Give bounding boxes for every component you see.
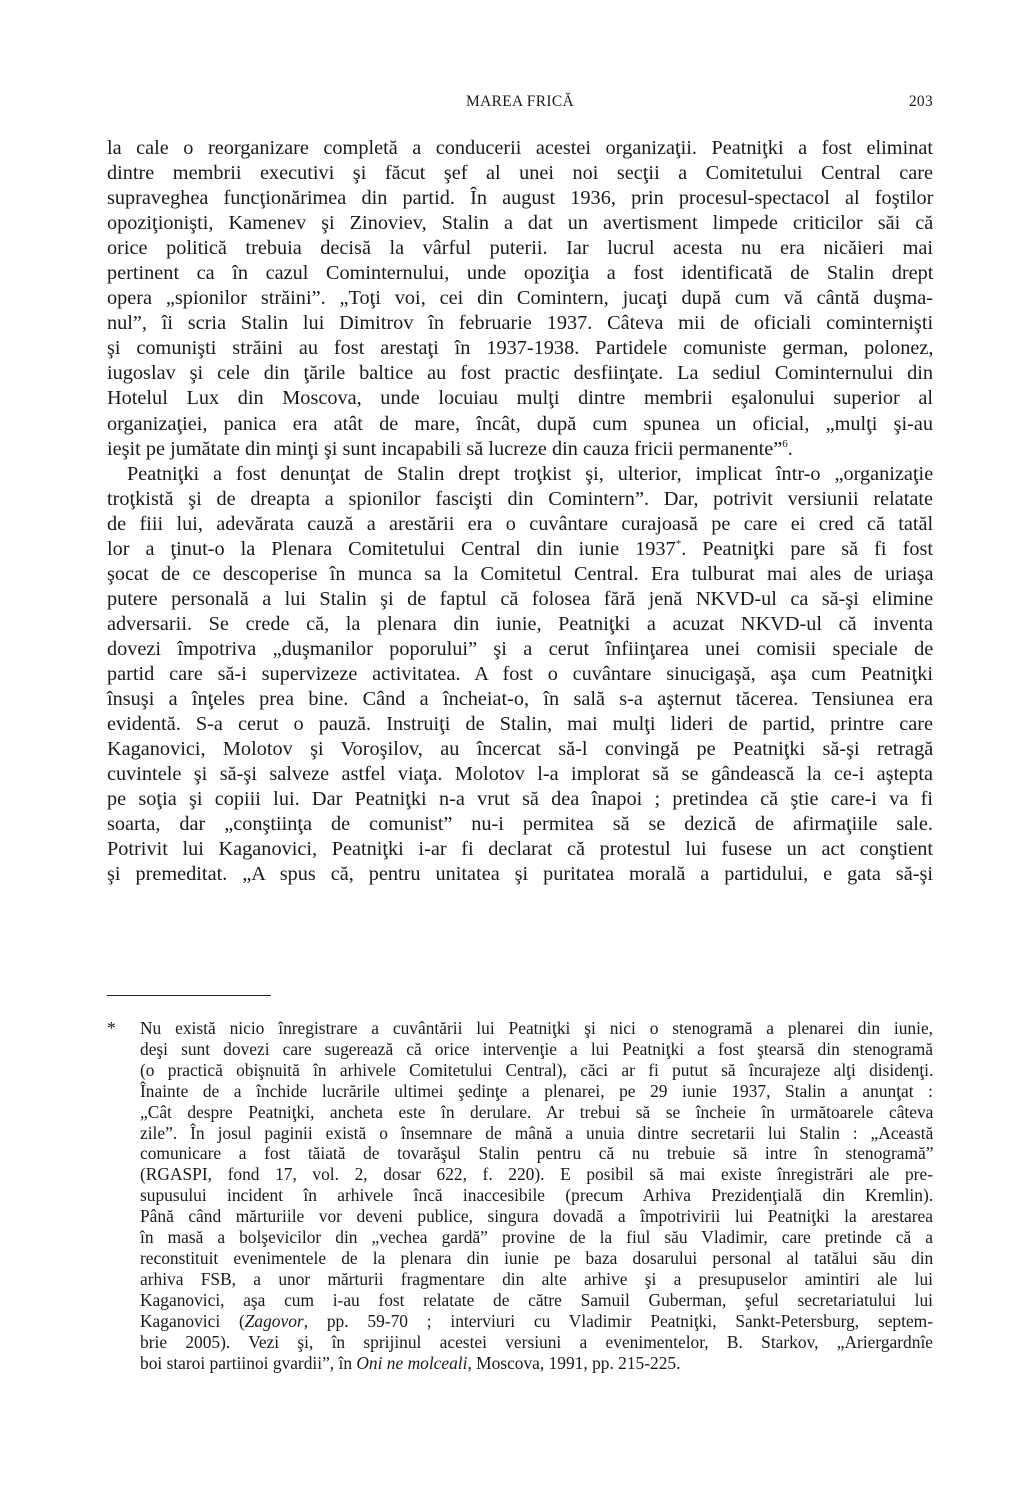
- footnote-line: (RGASPI, fond 17, vol. 2, dosar 622, f. 220). E posibil să mai existe înregistrări ale pre-: [140, 1164, 933, 1185]
- text-line: organizaţiei, panica era atât de mare, încât, după cum spunea un oficial, „mulţi şi-au: [107, 412, 933, 435]
- text-line: şi comunişti străini au fost arestaţi în 1937-1938. Partidele comuniste german, polonez,: [107, 337, 934, 360]
- text-line: de fiii lui, adevărata cauză a arestării era o cuvântare curajoasă pe care ei cred că tatăl: [107, 512, 934, 535]
- main-text: [107, 136, 933, 887]
- text-fragment: Kaganovici (: [140, 1310, 245, 1331]
- text-fragment: ieşit pe jumătate din minţi şi sunt incapabili să lucreze din cauza fricii permanente”: [107, 437, 783, 460]
- running-header: [107, 93, 933, 115]
- text-line: dintre membrii executivi şi făcut şef al unei noi secţii a Comitetului Central care: [107, 162, 933, 185]
- footnote-line: (o practică obişnuită în arhivele Comitetului Central), căci ar fi putut să încurajeze alţi disidenţi.: [140, 1059, 934, 1080]
- text-line: Potrivit lui Kaganovici, Peatniţki i-ar fi declarat că protestul lui fusese un act conştient: [107, 838, 933, 861]
- text-line: Kaganovici, Molotov şi Voroşilov, au încercat să-l convingă pe Peatniţki să-şi retragă: [107, 738, 934, 761]
- footnote-line: [140, 1353, 933, 1374]
- footnote-line: deşi sunt dovezi care sugerează că orice intervenţie a lui Peatniţki a fost ştearsă din stenogramă: [140, 1038, 934, 1059]
- text-line: Hotelul Lux din Moscova, unde locuiau mulţi dintre membrii eşalonului superior al: [107, 387, 934, 410]
- footnote-line: arhiva FSB, a unor mărturii fragmentare din alte arhive şi a presupuselor amintiri ale lui: [140, 1268, 933, 1289]
- text-fragment: lor a ţinut-o la Plenara Comitetului Central din iunie 1937: [107, 537, 676, 560]
- text-line: Peatniţki a fost denunţat de Stalin drept troţkist şi, ulterior, implicat într-o „organizaţie: [127, 462, 934, 485]
- text-line: însuşi a înţeles prea bine. Când a încheiat-o, în sală s-a aşternut tăcerea. Tensiunea era: [107, 688, 934, 711]
- footnote-separator: [107, 995, 271, 996]
- footnote-reference[interactable]: *: [675, 537, 682, 550]
- text-line: opera „spionilor străini”. „Toţi voi, cei din Comintern, jucaţi după cum vă cântă duşma-: [107, 287, 933, 310]
- text-fragment: .: [787, 437, 793, 460]
- text-line: dovezi împotriva „duşmanilor poporului” şi a cerut înfiinţarea unei comisii speciale de: [107, 637, 934, 660]
- text-line: putere personală a lui Stalin şi de faptul că folosea fără jenă NKVD-ul ca să-şi elimine: [107, 587, 934, 610]
- text-line: şi premeditat. „A spus că, pentru unitatea şi puritatea morală a partidului, e gata să-şi: [107, 863, 933, 886]
- text-line: pe soţia şi copiii lui. Dar Peatniţki n-a vrut să dea înapoi ; pretindea că ştie care-i va fi: [107, 788, 933, 811]
- footnote-marker: *: [107, 1018, 116, 1038]
- text-line: evidentă. S-a cerut o pauză. Instruiţi de Stalin, mai mulţi lideri de partid, printre care: [107, 713, 933, 736]
- text-line: supraveghea funcţionărimea din partid. În august 1936, prin procesul-spectacol al foştilor: [107, 187, 934, 210]
- footnote-line: Înainte de a închide lucrările ultimei şedinţe a plenarei, pe 29 iunie 1937, Stalin a anunţat :: [140, 1080, 933, 1101]
- page-number: 203: [908, 93, 933, 110]
- text-line: iugoslav şi cele din ţările baltice au fost practic desfiinţate. La sediul Cominternului din: [107, 362, 933, 385]
- text-fragment: , Moscova, 1991, pp. 215-225.: [467, 1352, 681, 1373]
- footnote-line: zile”. În josul paginii există o însemnare de mână a unuia dintre secretarii lui Stalin : „Această: [140, 1122, 934, 1143]
- text-line: nul”, îi scria Stalin lui Dimitrov în februarie 1937. Câteva mii de oficiali cominternişti: [107, 312, 934, 335]
- footnote-line: comunicare a fost tăiată de tovarăşul Stalin pentru că nu trebuie să intre în stenogramă”: [140, 1143, 934, 1164]
- footnote-line: supusului incident în arhivele încă inaccesibile (precum Arhiva Prezidenţială din Kremlin).: [140, 1185, 934, 1206]
- footnote-line: „Cât despre Peatniţki, ancheta este în derulare. Ar trebui să se încheie în următoarele câteva: [140, 1101, 934, 1122]
- text-line: troţkistă şi de dreapta a spionilor fascişti din Comintern”. Dar, potrivit versiunii relatate: [107, 487, 933, 510]
- footnote-line: brie 2005). Vezi şi, în sprijinul acestei versiuni a evenimentelor, B. Starkov, „Ariergardnîe: [140, 1331, 933, 1352]
- text-line: [107, 437, 933, 462]
- footnote-line: [140, 1311, 933, 1332]
- footnote-line: în masă a bolşevicilor din „vechea gardă” provine de la fiul său Vladimir, care pretinde că a: [140, 1227, 933, 1248]
- text-fragment: , pp. 59-70 ; interviuri cu Vladimir Peatniţki, Sankt-Petersburg, septem-: [303, 1310, 934, 1331]
- endnote-reference[interactable]: 6: [782, 437, 788, 450]
- footnote: [107, 1018, 933, 1373]
- footnote-line: Kaganovici, aşa cum i-au fost relatate de către Samuil Guberman, şeful secretariatului lui: [140, 1289, 933, 1310]
- footnote-line: Până când mărturiile vor deveni publice, singura dovadă a împotrivirii lui Peatniţki la arestarea: [140, 1206, 933, 1227]
- text-fragment: . Peatniţki pare să fi fost: [681, 537, 933, 560]
- footnote-text: [140, 1018, 933, 1373]
- paragraph-2: [107, 462, 933, 888]
- book-title-italic: Oni ne molceali: [356, 1352, 468, 1373]
- text-line: adversarii. Se crede că, la plenara din iunie, Peatniţki a acuzat NKVD-ul că inventa: [107, 612, 933, 635]
- book-title-italic: Zagovor: [244, 1310, 304, 1331]
- text-line: soarta, dar „conştiinţa de comunist” nu-i permitea să se dezică de afirmaţiile sale.: [107, 813, 933, 836]
- text-line: [107, 537, 933, 562]
- text-line: orice politică trebuia decisă la vârful puterii. Iar lucrul acesta nu era nicăieri mai: [107, 237, 933, 260]
- text-line: pertinent ca în cazul Cominternului, unde opoziţia a fost identificată de Stalin drept: [107, 262, 934, 285]
- paragraph-1: [107, 136, 933, 462]
- footnote-line: reconstituit evenimentele de la plenara din iunie pe baza dosarului personal al tatălui său din: [140, 1247, 934, 1268]
- text-line: opoziţionişti, Kamenev şi Zinoviev, Stalin a dat un avertisment limpede criticilor săi că: [107, 212, 934, 235]
- text-line: şocat de ce descoperise în munca sa la Comitetul Central. Era tulburat mai ales de uriaşa: [107, 562, 934, 585]
- running-title: MAREA FRICĂ: [466, 93, 574, 110]
- text-line: partid care să-i supervizeze activitatea. A fost o cuvântare sinucigaşă, aşa cum Peatniţki: [107, 662, 933, 685]
- text-fragment: boi staroi partiinoi gvardii”, în: [140, 1352, 357, 1373]
- footnote-line: Nu există nicio înregistrare a cuvântării lui Peatniţki şi nici o stenogramă a plenarei din iunie,: [140, 1018, 934, 1038]
- text-line: cuvintele şi să-şi salveze astfel viaţa. Molotov l-a implorat să se gândească la ce-i aştepta: [107, 763, 933, 786]
- text-line: la cale o reorganizare completă a conducerii acestei organizaţii. Peatniţki a fost eliminat: [107, 137, 933, 159]
